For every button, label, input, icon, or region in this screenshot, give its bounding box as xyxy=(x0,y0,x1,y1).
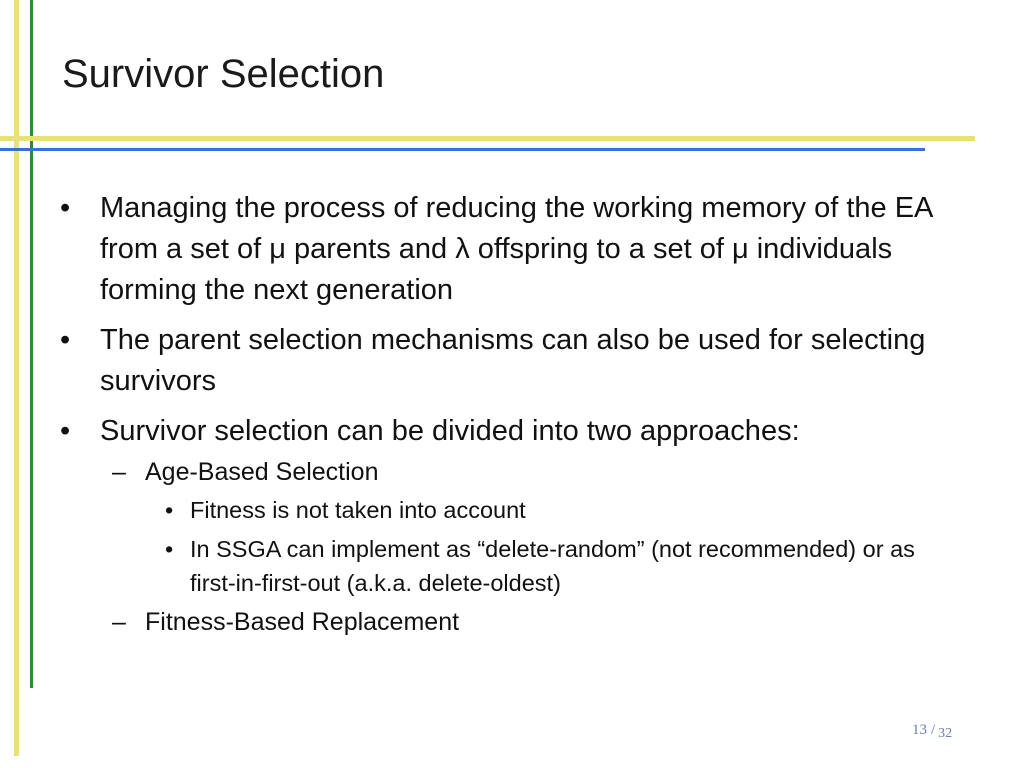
detail-bullet-text: In SSGA can implement as “delete-random” (not recommended) or as first-in-first-out (a.k.a. delete-oldest) xyxy=(190,536,915,596)
slide-content xyxy=(60,188,960,643)
bullet-item xyxy=(60,320,960,402)
dash-marker: – xyxy=(112,458,126,486)
bullet-marker: • xyxy=(60,324,71,356)
detail-bullet-item xyxy=(60,493,960,527)
slide-title: Survivor Selection xyxy=(62,52,385,96)
detail-bullet-item xyxy=(60,532,960,600)
detail-bullet-text: Fitness is not taken into account xyxy=(190,497,526,523)
bullet-marker: • xyxy=(165,497,174,523)
page-number xyxy=(912,722,952,739)
page-separator: / xyxy=(931,722,936,738)
horizontal-yellow-rule xyxy=(0,136,975,141)
page-current: 13 xyxy=(912,722,927,738)
sub-bullet-text: Age-Based Selection xyxy=(145,458,379,486)
bullet-marker: • xyxy=(60,415,71,447)
bullet-text: Managing the process of reducing the working memory of the EA from a set of μ parents and λ offspring to a set of μ individuals forming the next generation xyxy=(100,192,932,306)
bullet-item xyxy=(60,411,960,452)
vertical-green-rule xyxy=(30,0,33,688)
bullet-item xyxy=(60,188,960,311)
bullet-marker: • xyxy=(60,192,71,224)
bullet-text: Survivor selection can be divided into two approaches: xyxy=(100,415,800,447)
sub-bullet-item xyxy=(60,605,960,639)
bullet-text: The parent selection mechanisms can also be used for selecting survivors xyxy=(100,324,926,397)
horizontal-blue-rule xyxy=(0,148,925,151)
vertical-yellow-rule xyxy=(14,0,19,756)
dash-marker: – xyxy=(112,608,126,636)
page-total: 32 xyxy=(938,726,953,741)
sub-bullet-item xyxy=(60,455,960,489)
sub-bullet-text: Fitness-Based Replacement xyxy=(145,608,460,636)
bullet-marker: • xyxy=(165,536,174,562)
